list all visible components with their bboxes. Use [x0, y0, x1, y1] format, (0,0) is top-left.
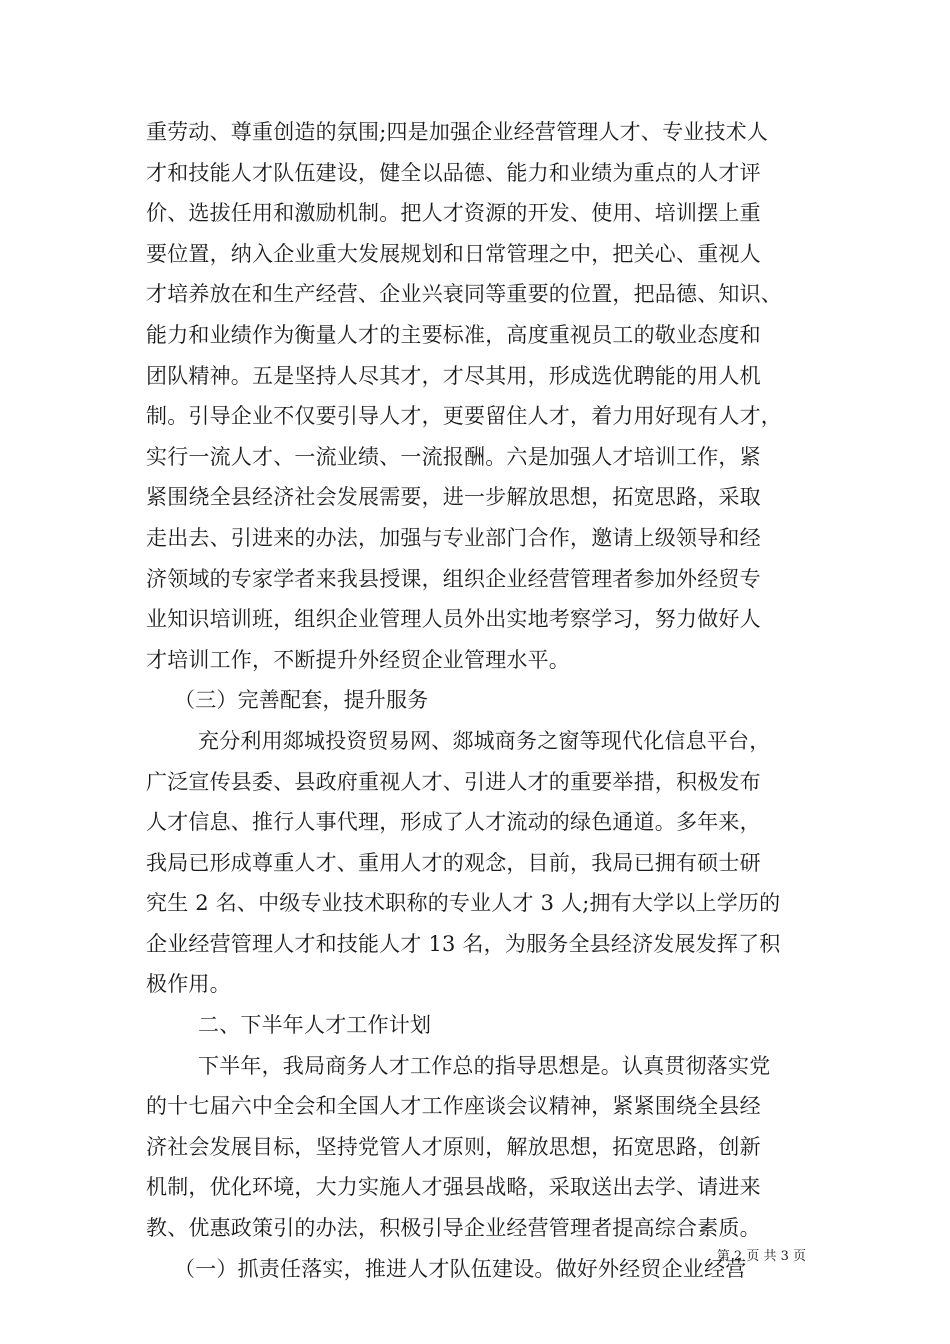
- text-line: 才和技能人才队伍建设，健全以品德、能力和业绩为重点的人才评: [146, 160, 761, 185]
- text-line: 重劳动、尊重创造的氛围;四是加强企业经营管理人才、专业技术人: [146, 120, 769, 144]
- text-line: 究生 2 名、中级专业技术职称的专业人才 3 人;拥有大学以上学历的: [146, 891, 781, 916]
- text-line: 极作用。: [146, 972, 231, 997]
- text-line: 业知识培训班，组织企业管理人员外出实地考察学习，努力做好人: [146, 607, 761, 632]
- document-body: [146, 112, 826, 1289]
- text-line: 走出去、引进来的办法，加强与专业部门合作，邀请上级领导和经: [146, 525, 761, 550]
- text-line: 要位置，纳入企业重大发展规划和日常管理之中，把关心、重视人: [146, 241, 761, 266]
- text-line: 紧围绕全县经济社会发展需要，进一步解放思想，拓宽思路，采取: [146, 485, 761, 510]
- text-line: 教、优惠政策引的办法，积极引导企业经营管理者提高综合素质。: [146, 1216, 761, 1241]
- paragraph-start: 下半年，我局商务人才工作总的指导思想是。认真贯彻落实党: [198, 1053, 771, 1078]
- paragraph-start: 充分利用郯城投资贸易网、郯城商务之窗等现代化信息平台，: [198, 728, 771, 753]
- text-line: 济领域的专家学者来我县授课，组织企业经营管理者参加外经贸专: [146, 566, 761, 591]
- section-heading: 二、下半年人才工作计划: [198, 1013, 432, 1038]
- text-line: 我局已形成尊重人才、重用人才的观念，目前，我局已拥有硕士研: [146, 850, 761, 875]
- text-line: 人才信息、推行人事代理，形成了人才流动的绿色通道。多年来，: [146, 810, 761, 835]
- text-line: 的十七届六中全会和全国人才工作座谈会议精神，紧紧围绕全县经: [146, 1094, 761, 1119]
- text-line: 广泛宣传县委、县政府重视人才、引进人才的重要举措，积极发布: [146, 769, 761, 794]
- text-line: 能力和业绩作为衡量人才的主要标准，高度重视员工的敬业态度和: [146, 322, 761, 347]
- section-heading: （一）抓责任落实，推进人才队伍建设。做好外经贸企业经营: [174, 1256, 747, 1281]
- section-heading: （三）完善配套，提升服务: [174, 688, 429, 713]
- page-number-footer: 第 2 页 共 3 页: [716, 1249, 806, 1264]
- text-line: 价、选拔任用和激励机制。把人才资源的开发、使用、培训摆上重: [146, 201, 761, 226]
- text-line: 才培训工作，不断提升外经贸企业管理水平。: [146, 647, 570, 672]
- text-line: 团队精神。五是坚持人尽其才，才尽其用，形成选优聘能的用人机: [146, 363, 761, 388]
- text-line: 济社会发展目标，坚持党管人才原则，解放思想，拓宽思路，创新: [146, 1134, 761, 1159]
- text-line: 制。引导企业不仅要引导人才，更要留住人才，着力用好现有人才，: [146, 404, 782, 429]
- text-line: 实行一流人才、一流业绩、一流报酬。六是加强人才培训工作，紧: [146, 444, 761, 469]
- text-line: 才培养放在和生产经营、企业兴衰同等重要的位置，把品德、知识、: [146, 282, 782, 307]
- text-line: 机制，优化环境，大力实施人才强县战略，采取送出去学、请进来: [146, 1175, 761, 1200]
- text-line: 企业经营管理人才和技能人才 13 名，为服务全县经济发展发挥了积: [146, 931, 781, 956]
